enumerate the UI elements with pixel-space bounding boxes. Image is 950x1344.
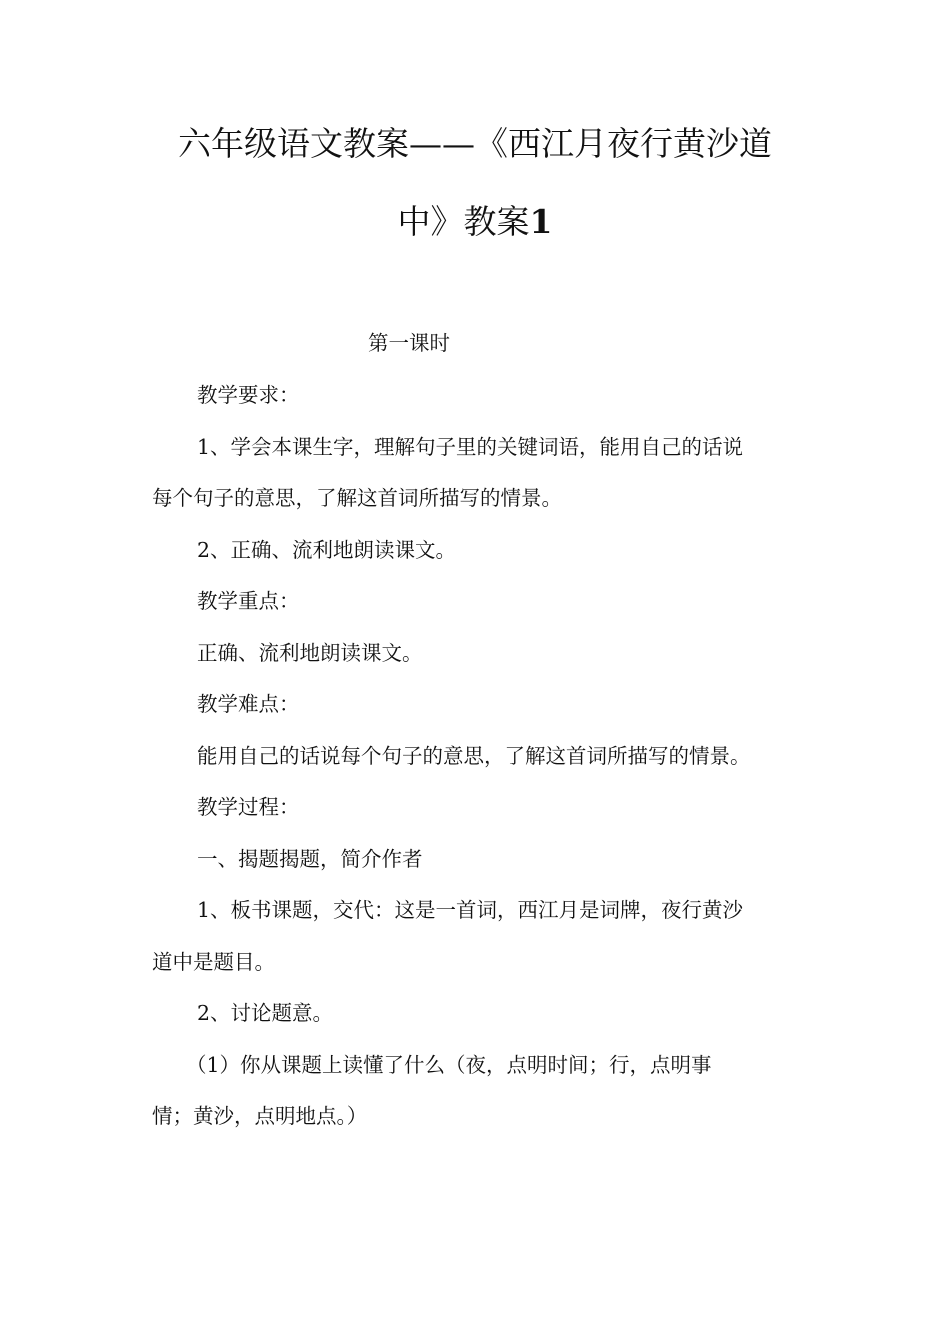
paragraph-line: 一、揭题揭题，简介作者 [197,847,423,871]
paragraph-line: 1、学会本课生字，理解句子里的关键词语，能用自己的话说 [197,435,744,459]
section-label-requirements: 教学要求： [197,383,300,407]
document-title-line-2 [150,202,800,242]
paragraph-line: 每个句子的意思，了解这首词所描写的情景。 [152,486,562,510]
section-label-difficulties: 教学难点： [197,692,300,716]
paragraph-line: 情；黄沙，点明地点。） [152,1104,368,1128]
paragraph-line: （1）你从课题上读懂了什么（夜，点明时间；行，点明事 [186,1053,712,1077]
document-title-line-1: 六年级语文教案——《西江月夜行黄沙道 [178,124,772,163]
title-number: 1 [529,202,553,241]
section-label-key-points: 教学重点： [197,589,300,613]
paragraph-line: 2、正确、流利地朗读课文。 [197,538,457,562]
paragraph-line: 正确、流利地朗读课文。 [197,641,423,665]
title-text: 中》教案 [397,202,530,241]
paragraph-line: 2、讨论题意。 [197,1001,334,1025]
paragraph-line: 道中是题目。 [152,950,275,974]
paragraph-line: 1、板书课题，交代：这是一首词，西江月是词牌，夜行黄沙 [197,898,744,922]
paragraph-line: 能用自己的话说每个句子的意思，了解这首词所描写的情景。 [197,744,751,768]
lesson-heading: 第一课时 [368,331,450,355]
section-label-process: 教学过程： [197,795,300,819]
